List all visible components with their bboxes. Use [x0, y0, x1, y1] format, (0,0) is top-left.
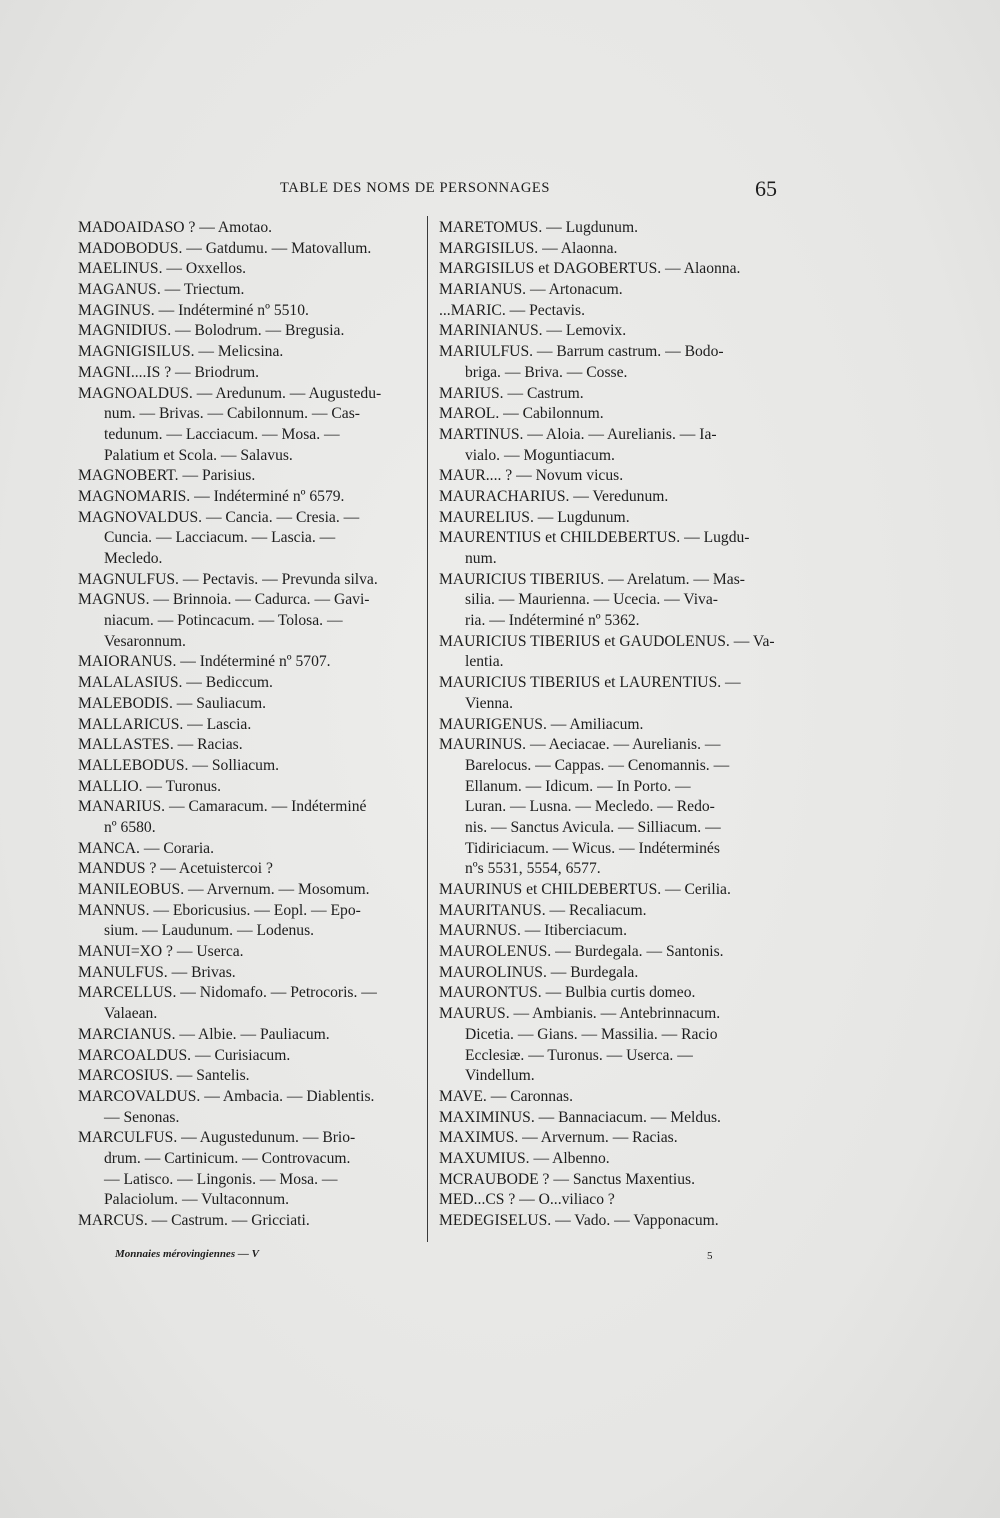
index-line: num. — Brivas. — Cabilonnum. — Cas-	[104, 405, 360, 423]
index-line: MANARIUS. — Camaracum. — Indéterminé	[78, 798, 367, 816]
index-line: Barelocus. — Cappas. — Cenomannis. —	[465, 756, 730, 774]
running-title: TABLE DES NOMS DE PERSONNAGES	[280, 180, 551, 196]
index-line: MAUROLINUS. — Burdegala.	[439, 963, 639, 981]
index-line: MARETOMUS. — Lugdunum.	[439, 219, 638, 236]
index-line: MAURICIUS TIBERIUS. — Arelatum. — Mas-	[439, 570, 745, 588]
index-line: MAURENTIUS et CHILDEBERTUS. — Lugdu-	[439, 529, 750, 547]
index-line: MARCELLUS. — Nidomafo. — Petrocoris. —	[78, 984, 377, 1002]
index-line: Tidiriciacum. — Wicus. — Indéterminés	[465, 839, 720, 857]
index-line: MARCUS. — Castrum. — Gricciati.	[78, 1212, 310, 1229]
index-line: MAXIMUS. — Arvernum. — Racias.	[439, 1129, 678, 1147]
index-line: MCRAUBODE ? — Sanctus Maxentius.	[439, 1170, 695, 1188]
index-line: MADOAIDASO ? — Amotao.	[78, 219, 273, 236]
index-line: MAURICIUS TIBERIUS et LAURENTIUS. —	[439, 674, 741, 692]
index-line: MARCOSIUS. — Santelis.	[78, 1067, 250, 1085]
index-line: MARIULFUS. — Barrum castrum. — Bodo-	[439, 343, 724, 361]
index-line: Luran. — Lusna. — Mecledo. — Redo-	[465, 798, 715, 816]
index-line: MANDUS ? — Acetuistercoi ?	[78, 860, 273, 878]
index-line: briga. — Briva. — Cosse.	[465, 363, 628, 381]
index-line: MED...CS ? — O...viliaco ?	[439, 1191, 615, 1209]
index-line: MAIORANUS. — Indéterminé nº 5707.	[78, 653, 331, 671]
index-line: MALLASTES. — Racias.	[78, 736, 243, 754]
index-line: Valaean.	[104, 1005, 158, 1023]
index-line: Cuncia. — Lacciacum. — Lascia. —	[104, 529, 336, 547]
index-line: MAUROLENUS. — Burdegala. — Santonis.	[439, 943, 724, 961]
index-line: MANUI=XO ? — Userca.	[78, 943, 244, 961]
index-line: ...MARIC. — Pectavis.	[439, 301, 585, 319]
index-line: drum. — Cartinicum. — Controvacum.	[104, 1149, 351, 1167]
index-line: nis. — Sanctus Avicula. — Silliacum. —	[465, 818, 721, 836]
page-number: 65	[755, 176, 777, 201]
index-line: MANILEOBUS. — Arvernum. — Mosomum.	[78, 881, 370, 898]
index-line: MANULFUS. — Brivas.	[78, 963, 236, 981]
index-line: MARCIANUS. — Albie. — Pauliacum.	[78, 1025, 330, 1043]
index-line: MAURINUS et CHILDEBERTUS. — Cerilia.	[439, 881, 731, 898]
index-line: MAXIMINUS. — Bannaciacum. — Meldus.	[439, 1108, 721, 1126]
index-line: MAVE. — Caronnas.	[439, 1087, 573, 1105]
right-column	[439, 218, 784, 1232]
index-line: MAELINUS. — Oxxellos.	[78, 260, 247, 278]
index-line: MAGNOALDUS. — Aredunum. — Augustedu-	[78, 384, 382, 402]
index-line: niacum. — Potincacum. — Tolosa. —	[104, 612, 343, 630]
index-line: MAXUMIUS. — Albenno.	[439, 1149, 610, 1167]
index-line: MANCA. — Coraria.	[78, 839, 214, 857]
index-line: MAGNUS. — Brinnoia. — Cadurca. — Gavi-	[78, 591, 370, 609]
index-line: tedunum. — Lacciacum. — Mosa. —	[104, 425, 340, 443]
index-line: MAGNULFUS. — Pectavis. — Prevunda silva.	[78, 570, 378, 588]
running-head	[0, 178, 1000, 208]
index-line: MAURUS. — Ambianis. — Antebrinnacum.	[439, 1005, 721, 1023]
index-line: MAURACHARIUS. — Veredunum.	[439, 487, 669, 505]
index-line: MAGNOBERT. — Parisius.	[78, 467, 256, 485]
index-line: MALLEBODUS. — Solliacum.	[78, 756, 279, 774]
index-line: lentia.	[465, 653, 504, 671]
index-line: MAURICIUS TIBERIUS et GAUDOLENUS. — Va-	[439, 632, 775, 650]
index-line: MAURINUS. — Aeciacae. — Aurelianis. —	[439, 736, 721, 754]
column-divider	[427, 216, 428, 1242]
index-line: MAURONTUS. — Bulbia curtis domeo.	[439, 984, 696, 1002]
index-line: MARINIANUS. — Lemovix.	[439, 322, 627, 340]
index-line: nºs 5531, 5554, 6577.	[465, 860, 601, 878]
index-line: num.	[465, 550, 497, 567]
index-line: MAGINUS. — Indéterminé nº 5510.	[78, 301, 309, 319]
index-line: Vesaronnum.	[104, 632, 186, 650]
index-line: Ellanum. — Idicum. — In Porto. —	[465, 777, 691, 795]
index-line: MAGNOMARIS. — Indéterminé nº 6579.	[78, 487, 345, 505]
index-line: MAUR.... ? — Novum vicus.	[439, 467, 624, 485]
index-line: MAGNIDIUS. — Bolodrum. — Bregusia.	[78, 322, 345, 340]
index-line: Dicetia. — Gians. — Massilia. — Racio	[465, 1025, 718, 1043]
index-line: MARCULFUS. — Augustedunum. — Brio-	[78, 1129, 356, 1147]
index-line: MAURITANUS. — Recaliacum.	[439, 901, 647, 919]
index-line: ria. — Indéterminé nº 5362.	[465, 612, 640, 630]
index-line: MEDEGISELUS. — Vado. — Vapponacum.	[439, 1212, 719, 1229]
index-line: Ecclesiæ. — Turonus. — Userca. —	[465, 1046, 693, 1064]
index-line: MADOBODUS. — Gatdumu. — Matovallum.	[78, 239, 372, 257]
signature-mark: 5	[707, 1250, 713, 1262]
index-line: — Senonas.	[104, 1108, 180, 1126]
index-line: MAURNUS. — Itiberciacum.	[439, 922, 627, 940]
index-line: MAURELIUS. — Lugdunum.	[439, 508, 630, 526]
index-line: vialo. — Moguntiacum.	[465, 446, 615, 464]
index-line: MARIUS. — Castrum.	[439, 384, 584, 402]
index-line: MAROL. — Cabilonnum.	[439, 405, 604, 423]
index-line: MARIANUS. — Artonacum.	[439, 281, 623, 299]
index-line: MAGNOVALDUS. — Cancia. — Cresia. —	[78, 508, 360, 526]
index-line: MAGNIGISILUS. — Melicsina.	[78, 343, 284, 361]
index-line: — Latisco. — Lingonis. — Mosa. —	[104, 1170, 338, 1188]
index-line: MAGANUS. — Triectum.	[78, 281, 245, 299]
left-column	[78, 218, 423, 1232]
index-line: silia. — Maurienna. — Ucecia. — Viva-	[465, 591, 718, 609]
index-line: MALLIO. — Turonus.	[78, 777, 221, 795]
index-line: MARCOALDUS. — Curisiacum.	[78, 1046, 291, 1064]
index-line: MARTINUS. — Aloia. — Aurelianis. — Ia-	[439, 425, 717, 443]
index-line: Vienna.	[465, 694, 513, 712]
index-line: nº 6580.	[104, 818, 156, 836]
index-line: MARGISILUS et DAGOBERTUS. — Alaonna.	[439, 260, 741, 278]
index-line: Palatium et Scola. — Salavus.	[104, 446, 293, 464]
signature-line: Monnaies mérovingiennes — V	[115, 1248, 259, 1260]
index-line: MALLARICUS. — Lascia.	[78, 715, 252, 733]
index-line: sium. — Laudunum. — Lodenus.	[104, 922, 315, 940]
index-line: MALALASIUS. — Bediccum.	[78, 674, 273, 692]
index-line: MALEBODIS. — Sauliacum.	[78, 694, 266, 712]
index-line: Mecledo.	[104, 550, 163, 567]
index-line: MANNUS. — Eboricusius. — Eopl. — Epo-	[78, 901, 361, 919]
index-line: MAURIGENUS. — Amiliacum.	[439, 715, 644, 733]
index-line: MAGNI....IS ? — Briodrum.	[78, 363, 260, 381]
index-line: MARGISILUS. — Alaonna.	[439, 239, 618, 257]
index-line: MARCOVALDUS. — Ambacia. — Diablentis.	[78, 1087, 375, 1105]
index-line: Palaciolum. — Vultaconnum.	[104, 1191, 290, 1209]
index-line: Vindellum.	[465, 1067, 535, 1085]
